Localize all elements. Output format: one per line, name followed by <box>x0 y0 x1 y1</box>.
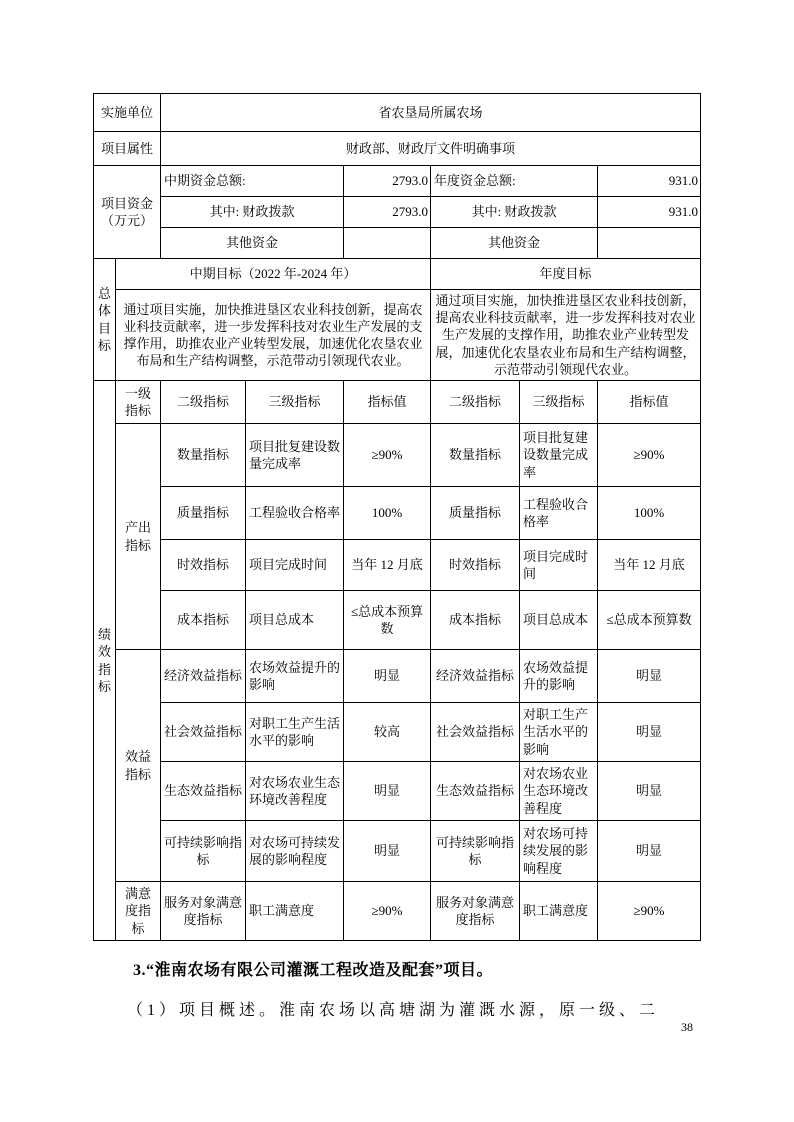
mid-fiscal-value: 2793.0 <box>344 197 431 228</box>
indicator-cell: 成本指标 <box>431 591 520 650</box>
indicator-cell: 工程验收合格率 <box>246 487 344 540</box>
indicator-cell: 100% <box>344 487 431 540</box>
indicator-cell: 生态效益指标 <box>431 762 520 821</box>
indicator-cell: 对职工生产生活水平的影响 <box>246 703 344 762</box>
annual-goal-text: 通过项目实施，加快推进垦区农业科技创新，提高农业科技贡献率，进一步发挥科技对农业生产发展的支撑作用，助推农业产业转型发展，加速优化农垦农业布局和生产结构调整，示范带动引领现代农业。 <box>431 290 701 381</box>
mid-goal-text: 通过项目实施，加快推进垦区农业科技创新，提高农业科技贡献率，进一步发挥科技对农业生产发展的支撑作用，助推农业产业转型发展，加速优化农垦农业布局和生产结构调整，示范带动引领现代农业。 <box>116 290 431 381</box>
table-row <box>94 228 701 259</box>
body-paragraph: （1）项目概述。淮南农场以高塘湖为灌溉水源，原一级、二 <box>127 1002 660 1019</box>
indicator-cell: 农场效益提升的影响 <box>520 650 598 703</box>
page-number: 38 <box>681 1020 693 1034</box>
indicator-cell: 服务对象满意度指标 <box>431 882 520 941</box>
indicator-cell: 项目批复建设数量完成率 <box>520 424 598 487</box>
indicator-cell: 工程验收合格率 <box>520 487 598 540</box>
indicator-cell: 生态效益指标 <box>161 762 246 821</box>
table-row <box>94 259 701 290</box>
indicator-cell: 明显 <box>344 762 431 821</box>
indicator-cell: ≥90% <box>344 424 431 487</box>
header-level2-mid: 二级指标 <box>161 381 246 424</box>
funds-label: 项目资金（万元） <box>94 166 161 259</box>
impl-unit-label: 实施单位 <box>94 94 161 132</box>
annual-fiscal-value: 931.0 <box>598 197 701 228</box>
indicator-cell: 可持续影响指标 <box>161 821 246 882</box>
indicator-cell: ≥90% <box>598 424 701 487</box>
indicator-cell: 明显 <box>598 762 701 821</box>
indicator-cell: 明显 <box>344 650 431 703</box>
indicator-cell: 对农场可持续发展的影响程度 <box>246 821 344 882</box>
indicator-cell: 项目总成本 <box>520 591 598 650</box>
indicator-cell: 100% <box>598 487 701 540</box>
header-level3-mid: 三级指标 <box>246 381 344 424</box>
indicator-cell: 当年 12 月底 <box>598 540 701 591</box>
header-level1: 一级指标 <box>116 381 161 424</box>
indicator-cell: 成本指标 <box>161 591 246 650</box>
table-row <box>94 166 701 197</box>
indicator-cell: 数量指标 <box>161 424 246 487</box>
indicator-cell: ≥90% <box>344 882 431 941</box>
indicator-cell: 明显 <box>598 650 701 703</box>
indicator-cell: 职工满意度 <box>520 882 598 941</box>
indicator-cell: 经济效益指标 <box>161 650 246 703</box>
indicator-cell: 社会效益指标 <box>431 703 520 762</box>
indicator-cell: 当年 12 月底 <box>344 540 431 591</box>
table-row <box>94 197 701 228</box>
table-row <box>94 882 701 941</box>
indicator-cell: 项目完成时间 <box>246 540 344 591</box>
indicator-cell: 对农场农业生态环境改善程度 <box>520 762 598 821</box>
performance-indicator-label: 绩效指标 <box>94 381 116 941</box>
mid-other-label: 其他资金 <box>161 228 344 259</box>
indicator-cell: 质量指标 <box>161 487 246 540</box>
annual-goal-header: 年度目标 <box>431 259 701 290</box>
level1-output: 产出指标 <box>116 424 161 650</box>
header-level2-annual: 二级指标 <box>431 381 520 424</box>
mid-fiscal-label: 其中: 财政拨款 <box>161 197 344 228</box>
indicator-cell: 职工满意度 <box>246 882 344 941</box>
header-value-mid: 指标值 <box>344 381 431 424</box>
indicator-cell: ≤总成本预算数 <box>344 591 431 650</box>
indicator-cell: ≤总成本预算数 <box>598 591 701 650</box>
indicator-cell: 社会效益指标 <box>161 703 246 762</box>
table-row <box>94 381 701 424</box>
table-row <box>94 650 701 703</box>
indicator-cell: 农场效益提升的影响 <box>246 650 344 703</box>
table-row <box>94 540 701 591</box>
indicator-cell: ≥90% <box>598 882 701 941</box>
impl-unit-value: 省农垦局所属农场 <box>161 94 701 132</box>
table-row <box>94 94 701 132</box>
table-row <box>94 132 701 166</box>
annual-other-value <box>598 228 701 259</box>
indicator-cell: 时效指标 <box>161 540 246 591</box>
mid-total-label: 中期资金总额: <box>161 166 344 197</box>
indicator-cell: 可持续影响指标 <box>431 821 520 882</box>
project-performance-table <box>93 93 701 941</box>
indicator-cell: 质量指标 <box>431 487 520 540</box>
indicator-cell: 对职工生产生活水平的影响 <box>520 703 598 762</box>
mid-other-value <box>344 228 431 259</box>
level1-satisfaction: 满意度指标 <box>116 882 161 941</box>
indicator-cell: 经济效益指标 <box>431 650 520 703</box>
annual-total-value: 931.0 <box>598 166 701 197</box>
project-attr-label: 项目属性 <box>94 132 161 166</box>
annual-other-label: 其他资金 <box>431 228 598 259</box>
indicator-cell: 明显 <box>344 821 431 882</box>
table-row <box>94 591 701 650</box>
indicator-cell: 对农场可持续发展的影响程度 <box>520 821 598 882</box>
indicator-cell: 服务对象满意度指标 <box>161 882 246 941</box>
indicator-cell: 时效指标 <box>431 540 520 591</box>
indicator-cell: 对农场农业生态环境改善程度 <box>246 762 344 821</box>
indicator-cell: 数量指标 <box>431 424 520 487</box>
indicator-cell: 明显 <box>598 821 701 882</box>
header-level3-annual: 三级指标 <box>520 381 598 424</box>
level1-benefit: 效益指标 <box>116 650 161 882</box>
section-heading: 3.“淮南农场有限公司灌溉工程改造及配套”项目。 <box>133 962 494 979</box>
indicator-cell: 项目总成本 <box>246 591 344 650</box>
table-row <box>94 424 701 487</box>
indicator-cell: 项目批复建设数量完成率 <box>246 424 344 487</box>
indicator-cell: 明显 <box>598 703 701 762</box>
table-row <box>94 290 701 381</box>
indicator-cell: 项目完成时间 <box>520 540 598 591</box>
indicator-cell: 较高 <box>344 703 431 762</box>
table-row <box>94 821 701 882</box>
table-row <box>94 487 701 540</box>
table-row <box>94 703 701 762</box>
mid-total-value: 2793.0 <box>344 166 431 197</box>
page-content <box>93 93 700 1020</box>
annual-fiscal-label: 其中: 财政拨款 <box>431 197 598 228</box>
table-row <box>94 762 701 821</box>
overall-goal-label: 总体目标 <box>94 259 116 381</box>
project-attr-value: 财政部、财政厅文件明确事项 <box>161 132 701 166</box>
header-value-annual: 指标值 <box>598 381 701 424</box>
annual-total-label: 年度资金总额: <box>431 166 598 197</box>
mid-goal-header: 中期目标（2022 年-2024 年） <box>116 259 431 290</box>
